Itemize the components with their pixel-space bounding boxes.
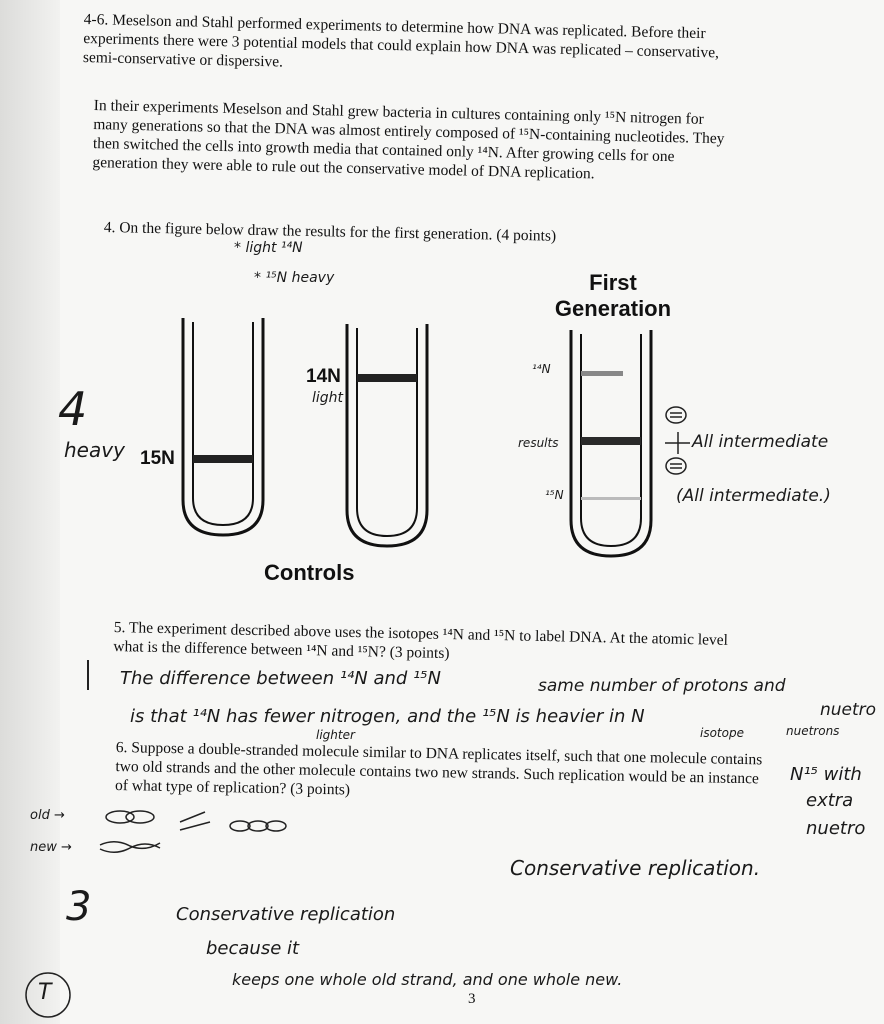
page-number: 3 [468, 991, 476, 1007]
first-generation-title: First Generation [554, 270, 672, 321]
q5-prompt: 5. The experiment described above uses the isotopes ¹⁴N and ¹⁵N to label DNA. At the atomic level what is the difference between ¹⁴N and ¹⁵N? (3 points) [113, 618, 729, 663]
annotation-light: light [312, 390, 344, 406]
q6-prompt: 6. Suppose a double-stranded molecule similar to DNA replicates itself, such that one molecule contains two old strands and the other molecule contains two new strands. Such replication would be an instance of what type of replication? (3 points) [114, 738, 763, 799]
q5-annotation-isotope: isotope [700, 726, 744, 740]
question-header: 4-6. Meselson and Stahl performed experiments to determine how DNA was replicated. Before their experiments there were 3 potential models that could explain how DNA was replicated – conservative, semi-conservative or dispersive. [82, 10, 720, 71]
label-14n: 14N [306, 366, 341, 387]
q6-explain-2: because it [206, 938, 300, 959]
q6-side-2: extra [806, 790, 854, 811]
q5-side-note1: same number of protons and [538, 676, 786, 696]
annotation-heavy: heavy [64, 438, 125, 462]
annotation-tube-14n: ¹⁴N [532, 362, 551, 376]
q6-old-label: old → [30, 808, 65, 823]
tube-14n-control [347, 324, 427, 546]
q6-new-label: new → [30, 840, 72, 855]
q6-side-3: nuetro [806, 818, 866, 839]
q6-answer: Conservative replication. [510, 856, 761, 880]
strand-doodles [100, 811, 286, 852]
controls-label: Controls [264, 560, 355, 585]
note-heavy-15n: * ¹⁵N heavy [254, 270, 335, 286]
q5-answer-line2: is that ¹⁴N has fewer nitrogen, and the ¹⁵N is heavier in N [130, 706, 645, 727]
q5-annotation-nuetrons: nuetrons [786, 724, 840, 738]
q5-side-note2: nuetro [820, 700, 877, 720]
q6-explain-3: keeps one whole old strand, and one whole new. [232, 970, 623, 989]
annotation-all-intermediate-2: (All intermediate.) [676, 486, 831, 506]
annotation-all-intermediate-1: All intermediate [692, 432, 829, 452]
q6-score: 3 [66, 884, 92, 930]
q4-score: 4 [58, 382, 88, 436]
annotation-tube-15n: ¹⁵N [545, 488, 564, 502]
reference-band-15n [581, 497, 641, 500]
q6-explain-1: Conservative replication [176, 904, 396, 925]
q6-side-1: N¹⁵ with [790, 764, 862, 785]
q5-answer-line1: The difference between ¹⁴N and ¹⁵N [120, 668, 441, 689]
tube-15n-control [183, 318, 263, 535]
tube-first-generation [571, 330, 690, 556]
intro-paragraph: In their experiments Meselson and Stahl grew bacteria in cultures containing only ¹⁵N nitrogen for many generations so that the DNA was almost entirely composed of ¹⁵N-containing nucleotides. They then switched the cells into growth media that contained only ¹⁴N. After growing cells for one generation they were able to rule out the conservative model of DNA replication. [92, 96, 725, 183]
label-15n: 15N [140, 448, 175, 469]
band-14n [357, 374, 417, 382]
reference-band-14n [581, 371, 623, 376]
result-band-intermediate [581, 437, 641, 445]
note-light-14n: * light ¹⁴N [234, 240, 303, 256]
annotation-results: results [518, 436, 559, 450]
q6-circle-mark: T [38, 980, 52, 1005]
q5-annotation-lighter: lighter [316, 728, 355, 742]
q4-prompt: 4. On the figure below draw the results for the first generation. (4 points) [103, 218, 557, 245]
band-15n [193, 455, 253, 463]
